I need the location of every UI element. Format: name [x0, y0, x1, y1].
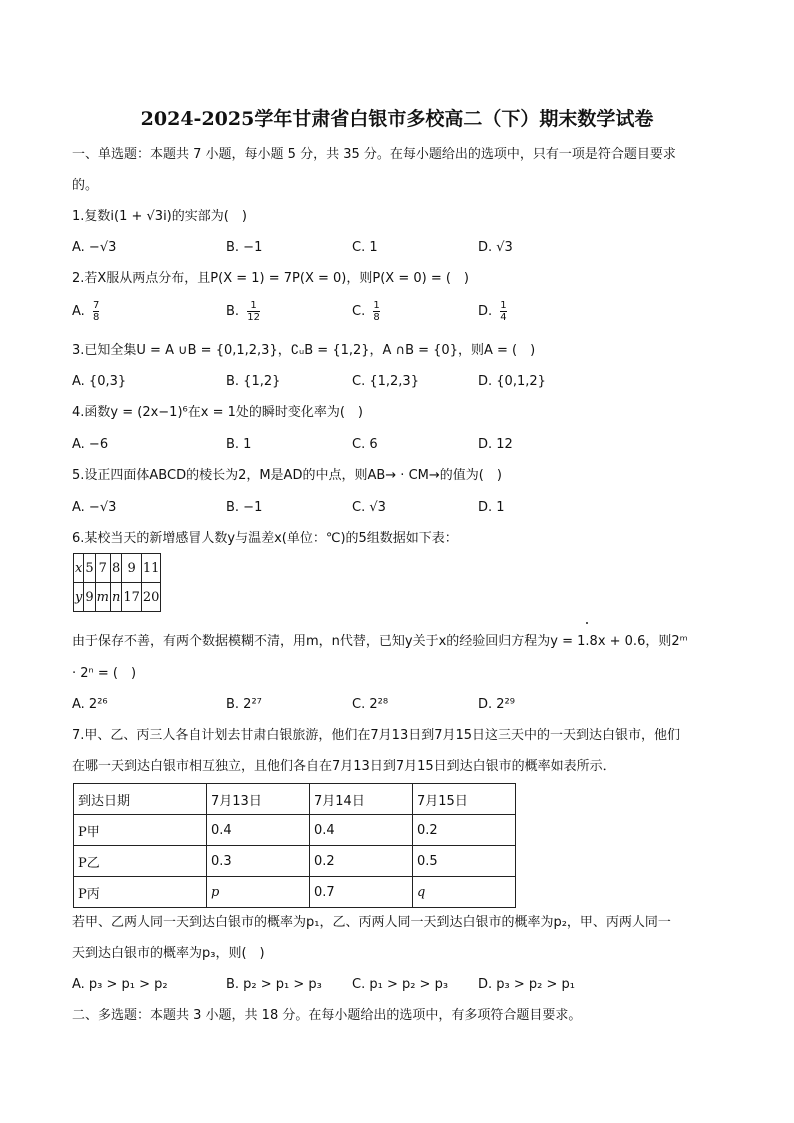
- table-row: [74, 877, 516, 908]
- option-c: C. {1,2,3}: [352, 374, 419, 389]
- table-cell: P乙: [74, 846, 207, 877]
- table-cell: 9: [84, 583, 95, 612]
- option-label: A.: [72, 304, 85, 319]
- numerator: 1: [247, 300, 260, 312]
- denominator: 12: [247, 312, 260, 323]
- table-cell: p: [207, 877, 310, 908]
- table-cell: P甲: [74, 815, 207, 846]
- table-header-cell: 7月15日: [413, 784, 516, 815]
- table-row: [74, 554, 161, 583]
- option-b: [226, 300, 260, 323]
- question-6-body-line2: · 2ⁿ = ( ): [72, 666, 137, 681]
- table-cell: 0.4: [310, 815, 413, 846]
- table-cell: q: [413, 877, 516, 908]
- table-cell: 20: [141, 583, 161, 612]
- option-c: C. p₁ > p₂ > p₃: [352, 977, 449, 992]
- fraction: [93, 300, 99, 323]
- table-cell: 7: [95, 554, 110, 583]
- option-a: A. 2²⁶: [72, 697, 108, 712]
- denominator: 4: [500, 312, 507, 323]
- table-cell: 0.3: [207, 846, 310, 877]
- option-b: B. 1: [226, 437, 252, 452]
- question-4-stem: 4.函数y = (2x−1)⁶在x = 1处的瞬时变化率为( ): [72, 405, 364, 420]
- section-2-instructions: 二、多选题：本题共 3 小题，共 18 分。在每小题给出的选项中，有多项符合题目要求。: [72, 1008, 582, 1023]
- option-b: B. p₂ > p₁ > p₃: [226, 977, 322, 992]
- numerator: 1: [373, 300, 380, 311]
- table-cell: 11: [141, 554, 161, 583]
- question-6-body-line1: 由于保存不善，有两个数据模糊不清，用m，n代替，已知y关于x的经验回归方程为y = 1.8x + 0.6，则2ᵐ: [72, 634, 688, 649]
- option-a: A. {0,3}: [72, 374, 127, 389]
- table-cell: n: [110, 583, 121, 612]
- question-7-body-line2: 天到达白银市的概率为p₃，则( ): [72, 946, 265, 961]
- table-cell: 0.4: [207, 815, 310, 846]
- table-header-cell: 7月13日: [207, 784, 310, 815]
- section-1-instructions-line1: 一、单选题：本题共 7 小题，每小题 5 分，共 35 分。在每小题给出的选项中，只有一项是符合题目要求: [72, 147, 676, 162]
- table-cell: m: [95, 583, 110, 612]
- question-6-stem: 6.某校当天的新增感冒人数y与温差x(单位：℃)的5组数据如下表：: [72, 531, 458, 546]
- table-cell: 0.5: [413, 846, 516, 877]
- question-2-stem: 2.若X服从两点分布，且P(X = 1) = 7P(X = 0)，则P(X = 0) = ( ): [72, 271, 469, 286]
- question-6-data-table: [73, 553, 161, 612]
- table-cell: 9: [122, 554, 142, 583]
- option-a: A. −√3: [72, 500, 117, 515]
- numerator: 7: [92, 300, 100, 311]
- option-d: D. p₃ > p₂ > p₁: [478, 977, 575, 992]
- option-d: D. 2²⁹: [478, 697, 515, 712]
- table-cell: P丙: [74, 877, 207, 908]
- table-header-cell: 到达日期: [74, 784, 207, 815]
- option-c: C. √3: [352, 500, 386, 515]
- table-header-cell: 7月14日: [310, 784, 413, 815]
- option-c: C. 1: [352, 240, 378, 255]
- table-cell: 8: [110, 554, 121, 583]
- table-row: [74, 815, 516, 846]
- question-1-stem: 1.复数i(1 + √3i)的实部为( ): [72, 209, 247, 224]
- question-7-stem-line1: 7.甲、乙、丙三人各自计划去甘肃白银旅游，他们在7月13日到7月15日这三天中的一天到达白银市，他们: [72, 728, 681, 743]
- table-row: [74, 784, 516, 815]
- option-b: B. −1: [226, 500, 263, 515]
- option-d: D. 12: [478, 437, 513, 452]
- denominator: 8: [92, 312, 100, 323]
- option-a: A. p₃ > p₁ > p₂: [72, 977, 168, 992]
- option-a: A. −√3: [72, 240, 117, 255]
- question-7-probability-table: [73, 783, 516, 908]
- option-d: D. {0,1,2}: [478, 374, 546, 389]
- page-title: 2024-2025学年甘肃省白银市多校高二（下）期末数学试卷: [140, 108, 654, 130]
- table-cell: 17: [122, 583, 142, 612]
- denominator: 8: [373, 312, 380, 323]
- option-label: B.: [226, 304, 240, 319]
- option-a: A. −6: [72, 437, 109, 452]
- table-cell: 0.2: [310, 846, 413, 877]
- table-cell: x: [74, 554, 84, 583]
- option-d: D. √3: [478, 240, 513, 255]
- question-3-stem: 3.已知全集U = A ∪B = {0,1,2,3}，∁ᵤB = {1,2}，A ∩B = {0}，则A = ( ): [72, 343, 536, 358]
- table-cell: 0.2: [413, 815, 516, 846]
- stray-dot: [586, 622, 588, 624]
- option-c: C. 6: [352, 437, 378, 452]
- numerator: 1: [500, 300, 507, 311]
- fraction: [373, 300, 379, 323]
- option-c: [352, 300, 380, 323]
- question-5-stem: 5.设正四面体ABCD的棱长为2，M是AD的中点，则AB→ · CM→的值为( ): [72, 468, 502, 483]
- question-7-body-line1: 若甲、乙两人同一天到达白银市的概率为p₁，乙、丙两人同一天到达白银市的概率为p₂，甲、丙两人同一: [72, 915, 671, 930]
- option-b: B. −1: [226, 240, 263, 255]
- option-label: C.: [352, 304, 366, 319]
- table-cell: 0.7: [310, 877, 413, 908]
- table-cell: y: [74, 583, 84, 612]
- table-cell: 5: [84, 554, 95, 583]
- table-row: [74, 583, 161, 612]
- option-d: D. 1: [478, 500, 505, 515]
- question-7-stem-line2: 在哪一天到达白银市相互独立，且他们各自在7月13日到7月15日到达白银市的概率如表所示．: [72, 759, 616, 774]
- option-c: C. 2²⁸: [352, 697, 389, 712]
- table-row: [74, 846, 516, 877]
- option-d: [478, 300, 507, 323]
- option-b: B. 2²⁷: [226, 697, 262, 712]
- fraction: [500, 300, 506, 323]
- option-label: D.: [478, 304, 493, 319]
- fraction: [247, 300, 260, 323]
- section-1-instructions-line2: 的。: [72, 178, 99, 193]
- option-a: [72, 300, 99, 323]
- option-b: B. {1,2}: [226, 374, 281, 389]
